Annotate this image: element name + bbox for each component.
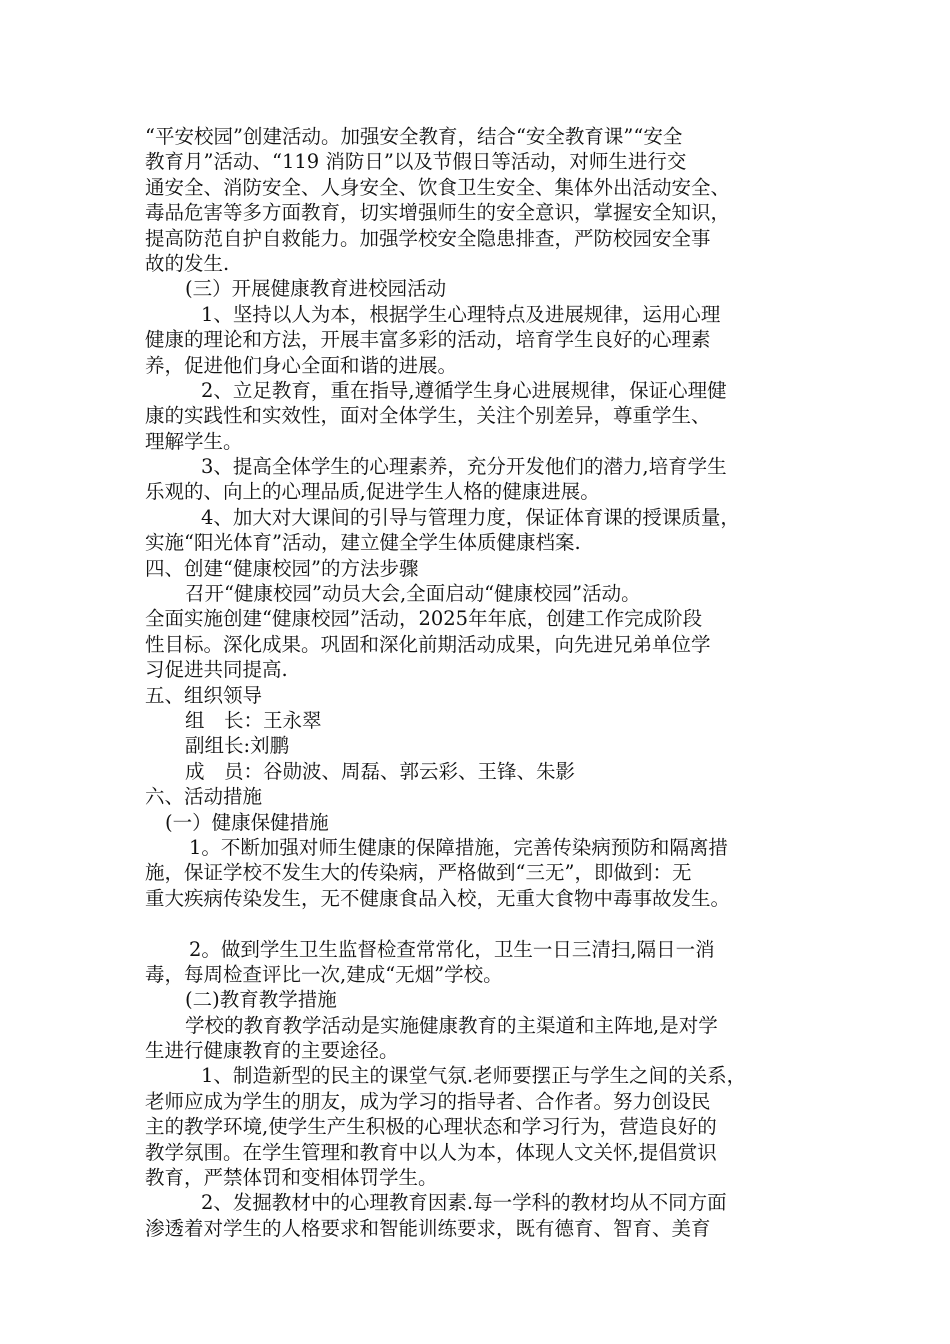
text-line: 3、提高全体学生的心理素养，充分开发他们的潜力,培育学生 — [201, 455, 727, 479]
text-line: 学校的教育教学活动是实施健康教育的主渠道和主阵地,是对学 — [185, 1013, 718, 1037]
text-line: 理解学生。 — [145, 429, 243, 453]
text-line: 1。不断加强对师生健康的保障措施，完善传染病预防和隔离措 — [189, 835, 728, 859]
text-line: (二)教育教学措施 — [185, 988, 337, 1012]
text-line: 实施“阳光体育”活动，建立健全学生体质健康档案. — [145, 531, 581, 555]
text-line: 毒，每周检查评比一次,建成“无烟”学校。 — [145, 962, 503, 986]
text-line: 教育月”活动、“119 消防日”以及节假日等活动，对师生进行交 — [145, 150, 687, 174]
text-line: 健康的理论和方法，开展丰富多彩的活动，培育学生良好的心理素 — [145, 328, 711, 352]
text-line: 老师应成为学生的朋友，成为学习的指导者、合作者。努力创设民 — [145, 1089, 711, 1113]
text-line: 2、立足教育，重在指导,遵循学生身心进展规律，保证心理健 — [201, 378, 727, 402]
text-line: 六、活动措施 — [145, 785, 263, 809]
text-line: 成 员：谷勋波、周磊、郭云彩、王锋、朱影 — [185, 759, 576, 783]
text-line: 组 长：王永翠 — [185, 708, 322, 732]
text-line: 通安全、消防安全、人身安全、饮食卫生安全、集体外出活动安全、 — [145, 175, 731, 199]
text-line: 习促进共同提高. — [145, 658, 288, 682]
text-line: 生进行健康教育的主要途径。 — [145, 1039, 399, 1063]
text-line: 毒品危害等多方面教育，切实增强师生的安全意识，掌握安全知识， — [145, 201, 731, 225]
text-line: 重大疾病传染发生，无不健康食品入校，无重大食物中毒事故发生。 — [145, 886, 731, 910]
text-line: 全面实施创建“健康校园”活动，2025年年底，创建工作完成阶段 — [145, 607, 703, 631]
text-line: 2、发掘教材中的心理教育因素.每一学科的教材均从不同方面 — [201, 1191, 727, 1215]
text-line: 4、加大对大课间的引导与管理力度，保证体育课的授课质量， — [201, 505, 740, 529]
text-line: 性目标。深化成果。巩固和深化前期活动成果，向先进兄弟单位学 — [145, 632, 711, 656]
text-line: 2。做到学生卫生监督检查常常化，卫生一日三清扫,隔日一消 — [189, 937, 715, 961]
text-line: 渗透着对学生的人格要求和智能训练要求，既有德育、智育、美育 — [145, 1216, 711, 1240]
blank-line — [145, 911, 825, 936]
text-line: 1、坚持以人为本，根据学生心理特点及进展规律，运用心理 — [201, 302, 721, 326]
text-line: 养，促进他们身心全面和谐的进展。 — [145, 353, 458, 377]
text-line: “平安校园”创建活动。加强安全教育，结合“安全教育课”“安全 — [145, 125, 683, 148]
text-line: 副组长:刘鹏 — [185, 734, 290, 758]
text-line: 教学氛围。在学生管理和教育中以人为本，体现人文关怀,提倡赏识 — [145, 1140, 717, 1164]
text-line: 康的实践性和实效性，面对全体学生，关注个别差异，尊重学生、 — [145, 404, 711, 428]
text-line: 教育，严禁体罚和变相体罚学生。 — [145, 1166, 438, 1190]
text-line: 施，保证学校不发生大的传染病，严格做到“三无”，即做到：无 — [145, 861, 692, 885]
text-line: 提高防范自护自救能力。加强学校安全隐患排查，严防校园安全事 — [145, 226, 711, 250]
text-line: 1、制造新型的民主的课堂气氛.老师要摆正与学生之间的关系， — [201, 1064, 747, 1088]
text-line: (三）开展健康教育进校园活动 — [185, 277, 447, 301]
text-line: 召开“健康校园”动员大会,全面启动“健康校园”活动。 — [185, 582, 641, 606]
text-line: 五、组织领导 — [145, 683, 263, 707]
text-line: (一）健康保健措施 — [165, 810, 329, 834]
document-page — [145, 124, 825, 1241]
text-line: 四、创建“健康校园”的方法步骤 — [145, 556, 419, 580]
text-line: 主的教学环境,使学生产生积极的心理状态和学习行为，营造良好的 — [145, 1115, 717, 1139]
text-line: 乐观的、向上的心理品质,促进学生人格的健康进展。 — [145, 480, 600, 504]
text-line: 故的发生. — [145, 251, 230, 275]
